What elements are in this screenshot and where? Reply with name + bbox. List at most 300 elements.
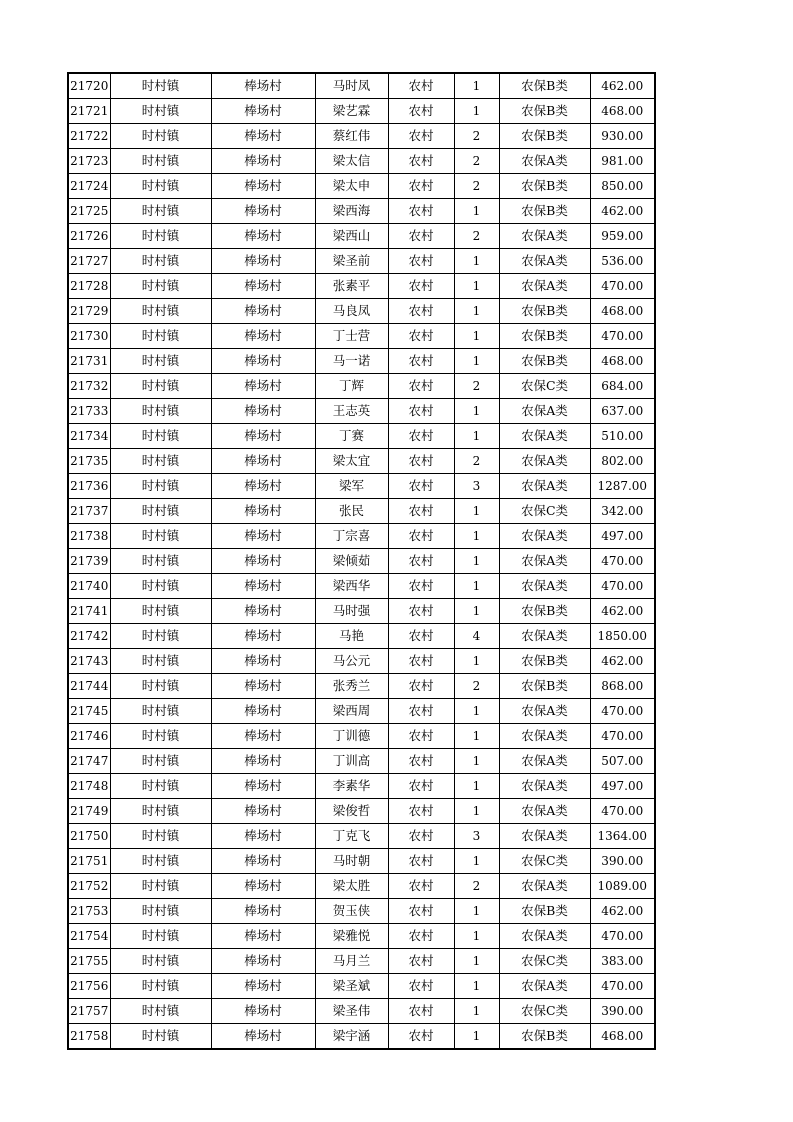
cell-town: 时村镇 <box>110 73 211 99</box>
cell-count: 2 <box>454 224 499 249</box>
cell-seq: 21750 <box>68 824 110 849</box>
cell-village: 棒场村 <box>211 174 315 199</box>
cell-amount: 470.00 <box>590 724 655 749</box>
cell-count: 1 <box>454 349 499 374</box>
table-row <box>68 249 655 274</box>
cell-town: 时村镇 <box>110 149 211 174</box>
cell-village: 棒场村 <box>211 149 315 174</box>
cell-area: 农村 <box>388 674 454 699</box>
cell-seq: 21741 <box>68 599 110 624</box>
cell-count: 1 <box>454 924 499 949</box>
cell-category: 农保A类 <box>499 749 590 774</box>
cell-town: 时村镇 <box>110 524 211 549</box>
cell-amount: 1089.00 <box>590 874 655 899</box>
table-row <box>68 599 655 624</box>
cell-seq: 21743 <box>68 649 110 674</box>
cell-count: 3 <box>454 474 499 499</box>
cell-seq: 21723 <box>68 149 110 174</box>
table-row <box>68 124 655 149</box>
cell-village: 棒场村 <box>211 574 315 599</box>
cell-village: 棒场村 <box>211 649 315 674</box>
cell-area: 农村 <box>388 849 454 874</box>
cell-count: 2 <box>454 174 499 199</box>
cell-town: 时村镇 <box>110 449 211 474</box>
cell-area: 农村 <box>388 124 454 149</box>
cell-seq: 21724 <box>68 174 110 199</box>
cell-seq: 21728 <box>68 274 110 299</box>
cell-seq: 21735 <box>68 449 110 474</box>
cell-village: 棒场村 <box>211 449 315 474</box>
cell-area: 农村 <box>388 874 454 899</box>
cell-area: 农村 <box>388 499 454 524</box>
cell-area: 农村 <box>388 149 454 174</box>
table-row <box>68 524 655 549</box>
cell-village: 棒场村 <box>211 949 315 974</box>
cell-seq: 21737 <box>68 499 110 524</box>
cell-name: 丁赛 <box>315 424 388 449</box>
cell-name: 马时强 <box>315 599 388 624</box>
cell-count: 2 <box>454 874 499 899</box>
cell-amount: 470.00 <box>590 799 655 824</box>
cell-seq: 21754 <box>68 924 110 949</box>
cell-area: 农村 <box>388 73 454 99</box>
cell-name: 梁圣伟 <box>315 999 388 1024</box>
cell-area: 农村 <box>388 324 454 349</box>
table-row <box>68 774 655 799</box>
cell-village: 棒场村 <box>211 524 315 549</box>
cell-amount: 462.00 <box>590 649 655 674</box>
cell-amount: 470.00 <box>590 574 655 599</box>
cell-town: 时村镇 <box>110 549 211 574</box>
cell-count: 1 <box>454 974 499 999</box>
cell-town: 时村镇 <box>110 424 211 449</box>
cell-category: 农保C类 <box>499 849 590 874</box>
cell-category: 农保A类 <box>499 524 590 549</box>
cell-area: 农村 <box>388 224 454 249</box>
cell-village: 棒场村 <box>211 749 315 774</box>
table-row <box>68 849 655 874</box>
cell-area: 农村 <box>388 974 454 999</box>
cell-town: 时村镇 <box>110 474 211 499</box>
cell-count: 1 <box>454 299 499 324</box>
cell-village: 棒场村 <box>211 499 315 524</box>
table-row <box>68 724 655 749</box>
table-row <box>68 1024 655 1050</box>
cell-town: 时村镇 <box>110 649 211 674</box>
cell-amount: 462.00 <box>590 73 655 99</box>
cell-name: 梁圣斌 <box>315 974 388 999</box>
cell-category: 农保A类 <box>499 824 590 849</box>
cell-category: 农保A类 <box>499 799 590 824</box>
table-row <box>68 474 655 499</box>
cell-seq: 21744 <box>68 674 110 699</box>
cell-count: 2 <box>454 374 499 399</box>
cell-seq: 21740 <box>68 574 110 599</box>
cell-name: 梁艺霖 <box>315 99 388 124</box>
cell-town: 时村镇 <box>110 374 211 399</box>
cell-area: 农村 <box>388 924 454 949</box>
cell-category: 农保A类 <box>499 774 590 799</box>
cell-amount: 470.00 <box>590 324 655 349</box>
cell-village: 棒场村 <box>211 1024 315 1050</box>
cell-amount: 507.00 <box>590 749 655 774</box>
cell-area: 农村 <box>388 249 454 274</box>
cell-village: 棒场村 <box>211 899 315 924</box>
cell-seq: 21757 <box>68 999 110 1024</box>
cell-category: 农保C类 <box>499 499 590 524</box>
cell-village: 棒场村 <box>211 374 315 399</box>
table-row <box>68 799 655 824</box>
cell-town: 时村镇 <box>110 924 211 949</box>
table-row <box>68 974 655 999</box>
table-body <box>68 73 655 1049</box>
cell-name: 丁宗喜 <box>315 524 388 549</box>
cell-village: 棒场村 <box>211 624 315 649</box>
cell-category: 农保A类 <box>499 724 590 749</box>
cell-count: 1 <box>454 774 499 799</box>
cell-village: 棒场村 <box>211 699 315 724</box>
cell-village: 棒场村 <box>211 774 315 799</box>
cell-name: 梁雅悦 <box>315 924 388 949</box>
cell-seq: 21726 <box>68 224 110 249</box>
cell-count: 1 <box>454 424 499 449</box>
cell-seq: 21734 <box>68 424 110 449</box>
cell-name: 马时凤 <box>315 73 388 99</box>
cell-count: 2 <box>454 674 499 699</box>
cell-village: 棒场村 <box>211 849 315 874</box>
cell-area: 农村 <box>388 999 454 1024</box>
cell-category: 农保B类 <box>499 199 590 224</box>
cell-count: 1 <box>454 73 499 99</box>
cell-town: 时村镇 <box>110 974 211 999</box>
cell-category: 农保A类 <box>499 924 590 949</box>
cell-town: 时村镇 <box>110 599 211 624</box>
cell-name: 马一诺 <box>315 349 388 374</box>
cell-count: 1 <box>454 249 499 274</box>
cell-category: 农保B类 <box>499 174 590 199</box>
table-row <box>68 224 655 249</box>
cell-area: 农村 <box>388 799 454 824</box>
cell-count: 1 <box>454 399 499 424</box>
cell-town: 时村镇 <box>110 299 211 324</box>
cell-category: 农保B类 <box>499 349 590 374</box>
cell-area: 农村 <box>388 774 454 799</box>
cell-seq: 21746 <box>68 724 110 749</box>
cell-category: 农保A类 <box>499 224 590 249</box>
cell-area: 农村 <box>388 374 454 399</box>
cell-village: 棒场村 <box>211 824 315 849</box>
cell-category: 农保B类 <box>499 649 590 674</box>
cell-town: 时村镇 <box>110 249 211 274</box>
cell-category: 农保A类 <box>499 874 590 899</box>
cell-category: 农保B类 <box>499 73 590 99</box>
cell-village: 棒场村 <box>211 274 315 299</box>
table-row <box>68 649 655 674</box>
cell-village: 棒场村 <box>211 474 315 499</box>
cell-count: 3 <box>454 824 499 849</box>
table-row <box>68 549 655 574</box>
cell-town: 时村镇 <box>110 999 211 1024</box>
table-row <box>68 699 655 724</box>
cell-seq: 21748 <box>68 774 110 799</box>
cell-count: 1 <box>454 99 499 124</box>
cell-area: 农村 <box>388 174 454 199</box>
cell-town: 时村镇 <box>110 124 211 149</box>
cell-category: 农保B类 <box>499 899 590 924</box>
cell-amount: 468.00 <box>590 349 655 374</box>
cell-count: 2 <box>454 124 499 149</box>
cell-town: 时村镇 <box>110 824 211 849</box>
cell-area: 农村 <box>388 824 454 849</box>
cell-area: 农村 <box>388 624 454 649</box>
cell-name: 王志英 <box>315 399 388 424</box>
cell-amount: 981.00 <box>590 149 655 174</box>
cell-name: 梁宇涵 <box>315 1024 388 1050</box>
cell-amount: 470.00 <box>590 274 655 299</box>
table-row <box>68 424 655 449</box>
cell-category: 农保B类 <box>499 599 590 624</box>
cell-category: 农保A类 <box>499 624 590 649</box>
cell-count: 1 <box>454 274 499 299</box>
cell-name: 丁克飞 <box>315 824 388 849</box>
cell-name: 梁西华 <box>315 574 388 599</box>
cell-area: 农村 <box>388 724 454 749</box>
cell-amount: 470.00 <box>590 699 655 724</box>
cell-amount: 462.00 <box>590 199 655 224</box>
cell-seq: 21736 <box>68 474 110 499</box>
cell-village: 棒场村 <box>211 349 315 374</box>
cell-name: 梁太信 <box>315 149 388 174</box>
cell-category: 农保A类 <box>499 399 590 424</box>
cell-seq: 21727 <box>68 249 110 274</box>
cell-count: 1 <box>454 699 499 724</box>
cell-amount: 383.00 <box>590 949 655 974</box>
cell-village: 棒场村 <box>211 674 315 699</box>
cell-village: 棒场村 <box>211 974 315 999</box>
cell-town: 时村镇 <box>110 274 211 299</box>
cell-name: 丁辉 <box>315 374 388 399</box>
cell-seq: 21720 <box>68 73 110 99</box>
cell-name: 马艳 <box>315 624 388 649</box>
table-row <box>68 299 655 324</box>
cell-amount: 468.00 <box>590 1024 655 1050</box>
cell-area: 农村 <box>388 299 454 324</box>
table-row <box>68 73 655 99</box>
cell-count: 1 <box>454 549 499 574</box>
cell-town: 时村镇 <box>110 799 211 824</box>
cell-count: 1 <box>454 599 499 624</box>
cell-seq: 21756 <box>68 974 110 999</box>
cell-amount: 1364.00 <box>590 824 655 849</box>
cell-seq: 21747 <box>68 749 110 774</box>
cell-category: 农保C类 <box>499 999 590 1024</box>
cell-town: 时村镇 <box>110 199 211 224</box>
cell-name: 张素平 <box>315 274 388 299</box>
cell-seq: 21732 <box>68 374 110 399</box>
cell-seq: 21753 <box>68 899 110 924</box>
cell-village: 棒场村 <box>211 874 315 899</box>
cell-count: 1 <box>454 724 499 749</box>
cell-count: 1 <box>454 524 499 549</box>
cell-seq: 21729 <box>68 299 110 324</box>
table-row <box>68 449 655 474</box>
cell-amount: 1850.00 <box>590 624 655 649</box>
cell-area: 农村 <box>388 949 454 974</box>
cell-town: 时村镇 <box>110 774 211 799</box>
cell-amount: 470.00 <box>590 549 655 574</box>
cell-seq: 21739 <box>68 549 110 574</box>
cell-area: 农村 <box>388 449 454 474</box>
cell-name: 丁训高 <box>315 749 388 774</box>
cell-name: 张秀兰 <box>315 674 388 699</box>
cell-category: 农保A类 <box>499 549 590 574</box>
cell-village: 棒场村 <box>211 799 315 824</box>
cell-name: 丁训德 <box>315 724 388 749</box>
cell-area: 农村 <box>388 699 454 724</box>
cell-town: 时村镇 <box>110 699 211 724</box>
cell-name: 梁太胜 <box>315 874 388 899</box>
cell-name: 马公元 <box>315 649 388 674</box>
cell-seq: 21752 <box>68 874 110 899</box>
cell-category: 农保A类 <box>499 574 590 599</box>
cell-count: 1 <box>454 1024 499 1050</box>
cell-seq: 21751 <box>68 849 110 874</box>
cell-seq: 21731 <box>68 349 110 374</box>
cell-amount: 468.00 <box>590 299 655 324</box>
cell-area: 农村 <box>388 599 454 624</box>
cell-category: 农保A类 <box>499 449 590 474</box>
cell-amount: 684.00 <box>590 374 655 399</box>
cell-town: 时村镇 <box>110 324 211 349</box>
cell-town: 时村镇 <box>110 224 211 249</box>
table-row <box>68 899 655 924</box>
cell-town: 时村镇 <box>110 1024 211 1050</box>
cell-name: 贺玉侠 <box>315 899 388 924</box>
cell-seq: 21725 <box>68 199 110 224</box>
cell-name: 马月兰 <box>315 949 388 974</box>
cell-amount: 868.00 <box>590 674 655 699</box>
cell-amount: 510.00 <box>590 424 655 449</box>
cell-count: 1 <box>454 949 499 974</box>
cell-category: 农保B类 <box>499 674 590 699</box>
cell-name: 蔡红伟 <box>315 124 388 149</box>
cell-category: 农保B类 <box>499 99 590 124</box>
cell-seq: 21722 <box>68 124 110 149</box>
table-row <box>68 199 655 224</box>
cell-amount: 536.00 <box>590 249 655 274</box>
cell-area: 农村 <box>388 424 454 449</box>
cell-name: 梁军 <box>315 474 388 499</box>
cell-count: 4 <box>454 624 499 649</box>
cell-town: 时村镇 <box>110 349 211 374</box>
cell-area: 农村 <box>388 549 454 574</box>
table-row <box>68 924 655 949</box>
cell-area: 农村 <box>388 349 454 374</box>
table-row <box>68 149 655 174</box>
table-row <box>68 324 655 349</box>
cell-town: 时村镇 <box>110 674 211 699</box>
cell-category: 农保B类 <box>499 299 590 324</box>
cell-town: 时村镇 <box>110 399 211 424</box>
cell-name: 张民 <box>315 499 388 524</box>
cell-village: 棒场村 <box>211 73 315 99</box>
cell-category: 农保C类 <box>499 374 590 399</box>
table-row <box>68 274 655 299</box>
cell-category: 农保A类 <box>499 974 590 999</box>
cell-category: 农保B类 <box>499 1024 590 1050</box>
cell-category: 农保B类 <box>499 124 590 149</box>
table-row <box>68 399 655 424</box>
cell-name: 梁圣前 <box>315 249 388 274</box>
cell-town: 时村镇 <box>110 749 211 774</box>
cell-seq: 21742 <box>68 624 110 649</box>
cell-count: 1 <box>454 499 499 524</box>
cell-village: 棒场村 <box>211 199 315 224</box>
table-row <box>68 824 655 849</box>
cell-name: 梁西海 <box>315 199 388 224</box>
cell-name: 梁倾茹 <box>315 549 388 574</box>
cell-name: 梁太宜 <box>315 449 388 474</box>
cell-area: 农村 <box>388 274 454 299</box>
cell-amount: 470.00 <box>590 974 655 999</box>
cell-name: 马时朝 <box>315 849 388 874</box>
cell-category: 农保B类 <box>499 324 590 349</box>
table-row <box>68 499 655 524</box>
cell-seq: 21758 <box>68 1024 110 1050</box>
cell-town: 时村镇 <box>110 574 211 599</box>
table-row <box>68 374 655 399</box>
cell-seq: 21755 <box>68 949 110 974</box>
cell-category: 农保A类 <box>499 474 590 499</box>
cell-name: 梁西周 <box>315 699 388 724</box>
cell-count: 1 <box>454 574 499 599</box>
cell-amount: 802.00 <box>590 449 655 474</box>
table-row <box>68 624 655 649</box>
cell-village: 棒场村 <box>211 924 315 949</box>
cell-amount: 462.00 <box>590 899 655 924</box>
cell-town: 时村镇 <box>110 849 211 874</box>
cell-amount: 1287.00 <box>590 474 655 499</box>
cell-village: 棒场村 <box>211 549 315 574</box>
cell-name: 李素华 <box>315 774 388 799</box>
cell-seq: 21738 <box>68 524 110 549</box>
cell-area: 农村 <box>388 399 454 424</box>
cell-count: 1 <box>454 849 499 874</box>
cell-amount: 390.00 <box>590 849 655 874</box>
cell-area: 农村 <box>388 1024 454 1050</box>
cell-town: 时村镇 <box>110 949 211 974</box>
cell-amount: 497.00 <box>590 774 655 799</box>
table-row <box>68 349 655 374</box>
table-row <box>68 674 655 699</box>
cell-village: 棒场村 <box>211 424 315 449</box>
cell-amount: 637.00 <box>590 399 655 424</box>
cell-name: 梁太申 <box>315 174 388 199</box>
cell-count: 1 <box>454 749 499 774</box>
cell-amount: 497.00 <box>590 524 655 549</box>
cell-town: 时村镇 <box>110 174 211 199</box>
cell-name: 梁俊哲 <box>315 799 388 824</box>
cell-village: 棒场村 <box>211 999 315 1024</box>
cell-name: 丁士营 <box>315 324 388 349</box>
cell-category: 农保A类 <box>499 249 590 274</box>
table-row <box>68 999 655 1024</box>
table-row <box>68 949 655 974</box>
cell-count: 2 <box>454 149 499 174</box>
cell-amount: 850.00 <box>590 174 655 199</box>
cell-seq: 21721 <box>68 99 110 124</box>
cell-count: 1 <box>454 649 499 674</box>
